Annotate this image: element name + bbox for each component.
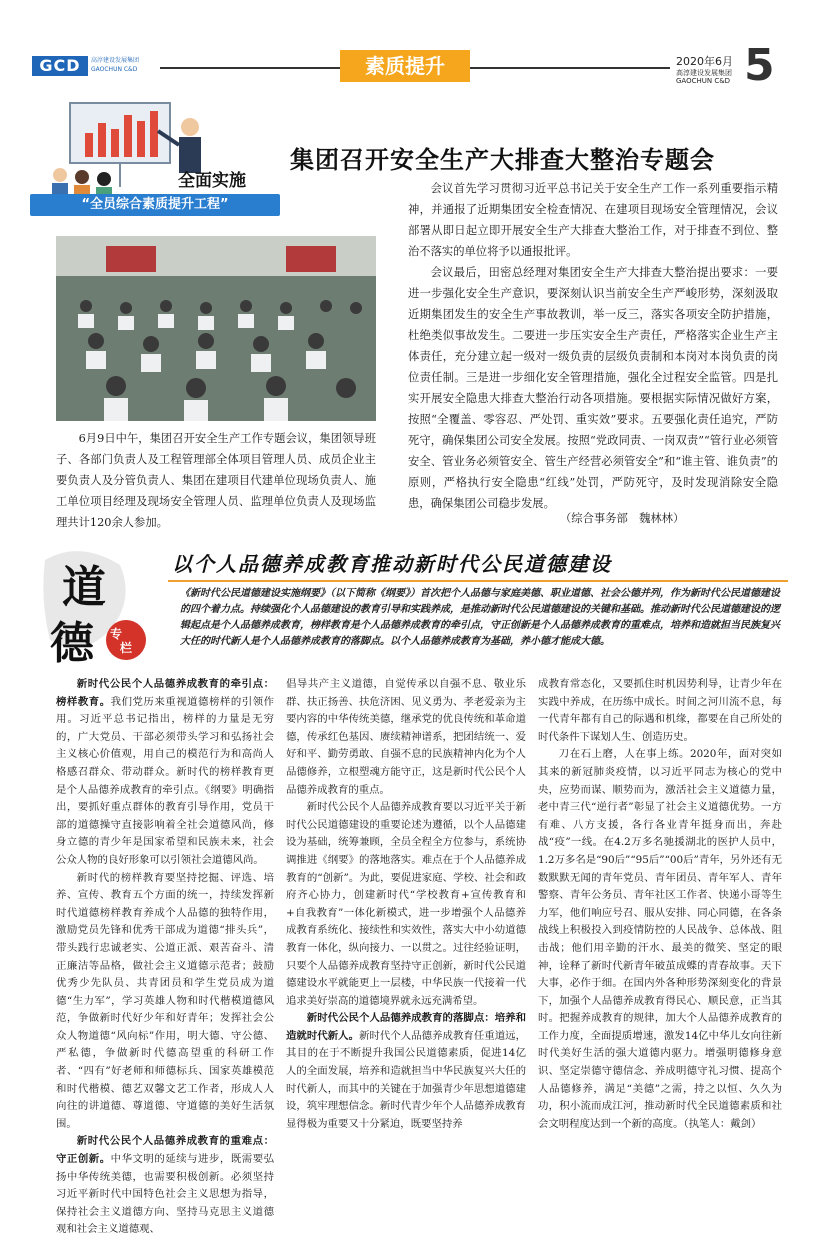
caption-text: 6月9日中午，集团召开安全生产工作专题会议，集团领导班子、各部门负责人及工程管理部全体项目管理人员、成员企业主要负责人及分管负责人、集团在建项目代建单位现场负责人、施工单位项目经理及现场安全管理人员、监理单位负责人及现场监理共计120余人参加。 bbox=[56, 432, 376, 529]
brush-char-de: 德 bbox=[50, 618, 94, 669]
brush-char-dao: 道 bbox=[62, 562, 106, 613]
article1-paragraph: 会议首先学习贯彻习近平总书记关于安全生产工作一系列重要指示精神，并通报了近期集团安全检查情况、在建项目现场安全管理情况，会议部署从即日起立即开展安全生产大排查大整治工作，对于排查不到位、整治不落实的单位将予以通报批评。 bbox=[408, 182, 778, 258]
decorative-line bbox=[168, 580, 788, 582]
column-tag-1: 专 bbox=[110, 627, 123, 641]
article2-column-3 bbox=[538, 676, 782, 1133]
article2-headline: 以个人品德养成教育推动新时代公民道德建设 bbox=[172, 552, 612, 576]
col3-paragraph-2: 刀在石上磨，人在事上练。2020年，面对突如其来的新冠肺炎疫情，以习近平同志为核心的党中央，应势而谋、顺势而为，激活社会主义道德力量，老中青三代“逆行者”彰显了社会主义道德优势。一方有难、八方支援，各行各业青年挺身而出，奔赴战“疫”一线。在4.2万多名驰援湖北的医护人员中，1.2万多名是“90后”“95后”“00后”青年，另外还有无数默默无闻的青年党员、青年团员、青年军人、青年警察、青年公务员、青年社区工作者、快递小哥等生力军，他们响应号召、服从安排、同心同德，在各条战线上积极投入到疫情防控的人民战争、总体战、阻击战；他们用辛勤的汗水、最美的微笑、坚定的眼神，诠释了新时代新青年破茧成蝶的青春故事。天下大事，必作于细。在国内外各种形势深刻变化的背景下，加强个人品德养成教育得民心、顺民意，正当其时。把握养成教育的规律，加大个人品德养成教育的工作力度，全面提质增速，激发14亿中华儿女向往新时代美好生活的强大道德内驱力。增强明德修身意识、坚定崇德守德信念、养成明德守礼习惯、提高个人品德修养，满足“美德”之需，持之以恒、久久为功，积小流而成江河，推动新时代全民道德素质和社会文明程度达到一个新的高度。（执笔人：戴剑） bbox=[538, 748, 782, 1130]
article1-author: （综合事务部 魏林林） bbox=[560, 512, 685, 525]
paragraph-text: 我们党历来重视道德榜样的引领作用。习近平总书记指出，榜样的力量是无穷的，广大党员、干部必须带头学习和弘扬社会主义核心价值观，用自己的模范行为和高尚人格感召群众、带动群众。新时代的榜样教育更是个人品德养成教育的牵引点。《纲要》明确指出，要抓好重点群体的教育引导作用，党员干部的道德操守直接影响着全社会道德风尚，修身立德的青少年是国家希望和民族未来，社会公众人物的良好形象可以引领社会道德风尚。 bbox=[56, 695, 275, 866]
publisher-en: GAOCHUN C&D bbox=[676, 77, 731, 85]
meeting-photo bbox=[56, 236, 376, 421]
col3-paragraph-1: 成教育常态化，又要抓住时机因势利导，让青少年在实践中养成，在历练中成长。时间之河川流不息，每一代青年都有自己的际遇和机缘，都要在自己所处的时代条件下谋划人生、创造历史。 bbox=[538, 678, 782, 743]
logo-sub-cn: 高淳建设发展集团 bbox=[91, 57, 140, 64]
banner-ribbon: “全员综合素质提升工程” bbox=[30, 194, 280, 216]
section-tab: 素质提升 bbox=[340, 50, 470, 82]
banner-title: 全面实施 bbox=[178, 171, 246, 191]
article2-lead: 《新时代公民道德建设实施纲要》（以下简称《纲要》）首次把个人品德与家庭美德、职业道德、社会公德并列，作为新时代公民道德建设的四个着力点。持续强化个人品德建设的教育引导和实践养成，是推动新时代公民道德建设的关键和基础。推动新时代公民道德建设的逻辑起点是个人品德养成教育，榜样教育是个人品德养成教育的牵引点，守正创新是个人品德养成教育的重难点，培养和造就担当民族复兴大任的时代新人是个人品德养成教育的落脚点。以个人品德养成教育为基础，养小德才能成大德。 bbox=[180, 588, 780, 647]
photo-caption bbox=[56, 428, 376, 533]
subhead: 新时代公民个人品德养成教育的牵引点：榜样教育。 bbox=[56, 678, 274, 708]
article1-paragraph: 会议最后，田密总经理对集团安全生产大排查大整治提出要求：一要进一步强化安全生产意识，要深刻认识当前安全生产严峻形势，深刻汲取近期集团发生的安全生产事故教训，举一反三，落实各项安全防护措施，杜绝类似事故发生。二要进一步压实安全生产责任，严格落实企业生产主体责任，充分建立起一级对一级负责的层级负责制和本岗对本岗负责的岗位责任制。三是进一步细化安全管理措施，强化全过程安全监管。四是扎实开展安全隐患大排查大整治行动各项措施。要根据实际情况做好方案，按照“全覆盖、零容忍、严处罚、重实效”要求。五要强化责任追究，严防死守，确保集团公司安全发展。按照“党政同责、一岗双责”“管行业必须管安全、管业务必须管安全、管生产经营必须管安全”和“谁主管、谁负责”的原则，严格执行安全隐患“红线”处罚，严防死守，及时发现消除安全隐患，确保集团公司稳步发展。 bbox=[408, 266, 778, 510]
subhead: 新时代公民个人品德养成教育的重难点：守正创新。 bbox=[56, 1135, 274, 1166]
col1-paragraph-2: 新时代的榜样教育要坚持挖掘、评选、培养、宣传、教育五个方面的统一，持续发挥新时代道德榜样教育养成个人品德的独特作用，激励党员先锋和优秀干部成为道德“排头兵”，带头践行忠诚老实、公道正派、艰苦奋斗、清正廉洁等品格，做社会主义道德示范者；鼓励优秀少先队员、共青团员和学生党员成为道德“生力军”，学习英雄人物和时代楷模道德风范，争做新时代好少年和好青年；发挥社会公众人物道德“风向标”作用，明大德、守公德、严私德，争做新时代德高望重的科研工作者、“四有”好老师和师德标兵、国家英雄模范和时代楷模、德艺双馨文艺工作者，形成人人向往的讲道德、尊道德、守道德的美好生活氛围。 bbox=[56, 871, 274, 1130]
ethics-column-logo bbox=[40, 540, 160, 670]
article1-body bbox=[408, 178, 778, 514]
gcd-logo: GCD bbox=[32, 56, 88, 76]
page-number: 5 bbox=[744, 40, 775, 91]
logo-sub-en: GAOCHUN C&D bbox=[91, 66, 138, 73]
paragraph-text: 中华文明的延续与进步，既需要弘扬中华传统美德，也需要积极创新。必须坚持习近平新时代中国特色社会主义思想为指导，保持社会主义道德方向、坚持马克思主义道德观和社会主义道德观、 bbox=[56, 1153, 275, 1236]
col2-paragraph-3 bbox=[286, 1010, 526, 1133]
column-tag-2: 栏 bbox=[120, 641, 133, 655]
col1-paragraph-1 bbox=[56, 676, 274, 870]
logo-subtitle bbox=[91, 56, 139, 74]
article2-column-1 bbox=[56, 676, 274, 1239]
publisher-cn: 高淳建设发展集团 bbox=[676, 69, 732, 77]
publisher bbox=[676, 69, 732, 85]
col2-paragraph-1: 倡导共产主义道德，自觉传承以自强不息、敬业乐群、扶正扬善、扶危济困、见义勇为、孝老爱亲为主要内容的中华传统美德，继承党的优良传统和革命道德，传承红色基因、赓续精神谱系，把团结统一、爱好和平、勤劳勇敢、自强不息的民族精神内化为个人品德修养，立根塑魂方能守正，这是新时代公民个人品德养成教育的重点。 bbox=[286, 678, 526, 796]
subhead: 新时代公民个人品德养成教育的落脚点：培养和造就时代新人。 bbox=[286, 1012, 526, 1042]
col1-paragraph-3 bbox=[56, 1133, 274, 1239]
issue-date: 2020年6月 bbox=[676, 55, 733, 68]
paragraph-text: 新时代个人品德养成教育任重道远，其目的在于不断提升我国公民道德素质，促进14亿人的全面发展，培养和造就担当中华民族复兴大任的时代新人，而其中的关键在于加强青少年思想道德建设，筑牢理想信念。新时代青少年个人品德养成教育显得极为重要又十分紧迫，既要坚持养 bbox=[286, 1029, 527, 1130]
article2-column-2 bbox=[286, 676, 526, 1133]
article1-headline: 集团召开安全生产大排查大整治专题会 bbox=[290, 146, 715, 174]
col2-paragraph-2: 新时代公民个人品德养成教育要以习近平关于新时代公民道德建设的重要论述为遵循，以个人品德建设为基础，统筹兼顾，全员全程全方位参与，系统协调推进《纲要》的落地落实。难点在于个人品德养成教育的“创新”。为此，要促进家庭、学校、社会和政府齐心协力，创建新时代“学校教育+宣传教育和+自我教育”一体化新模式，进一步增强个人品德养成教育系统化、接续性和实效性，落实大中小幼道德教育一体化，纵向接力、一以贯之。过往经验证明，只要个人品德养成教育坚持守正创新，新时代公民道德建设水平就能更上一层楼，中华民族一代接着一代追求美好崇高的道德境界就永远充满希望。 bbox=[286, 801, 526, 1007]
